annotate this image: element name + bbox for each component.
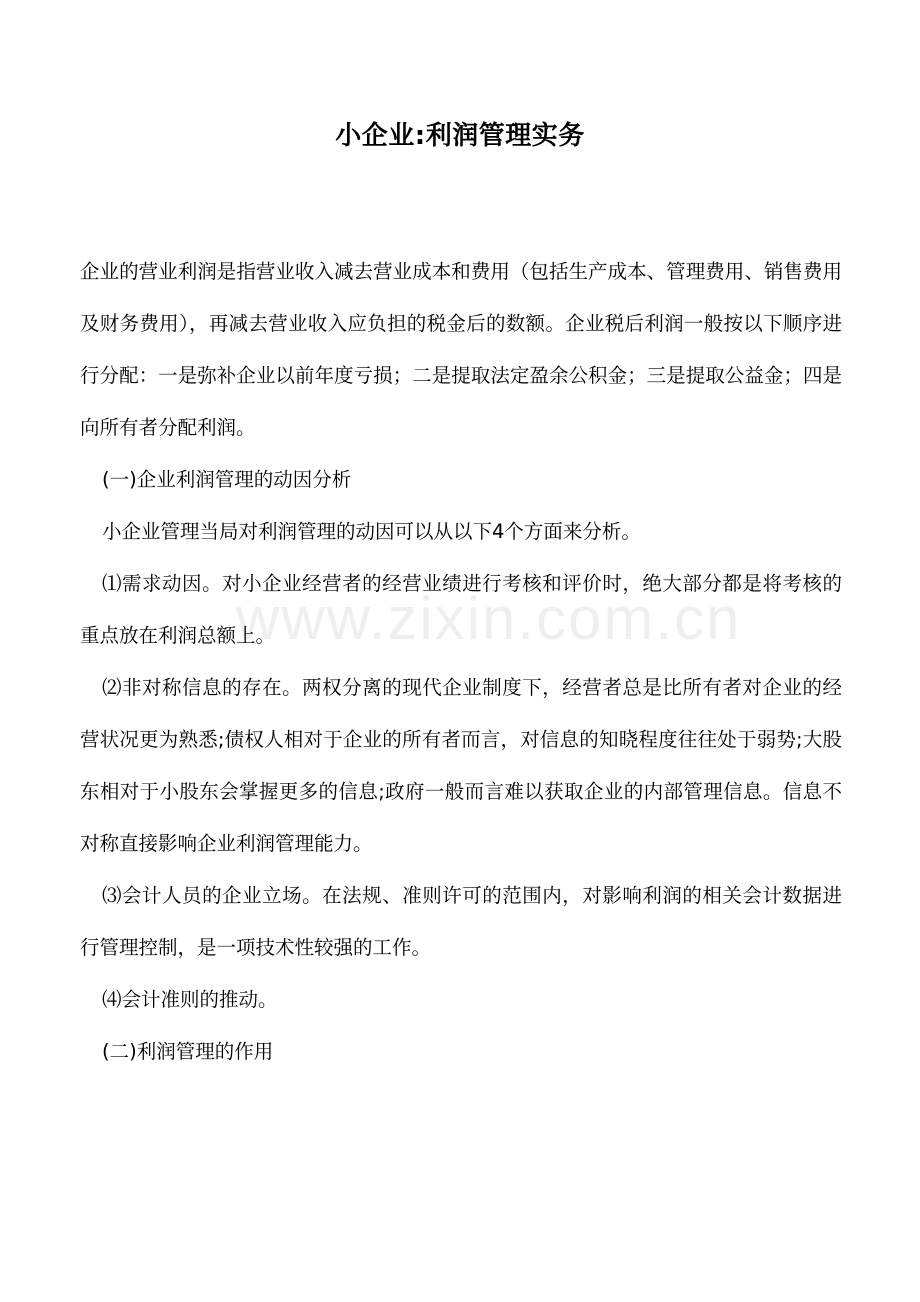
paragraph-motive-1: ⑴需求动因。对小企业经营者的经营业绩进行考核和评价时，绝大部分都是将考核的重点放在利润总额上。 — [80, 572, 842, 647]
section-heading-1: (一)企业利润管理的动因分析 — [102, 468, 352, 491]
watermark-text: www.zixin.com.cn — [236, 585, 742, 652]
paragraph-motive-2: ⑵非对称信息的存在。两权分离的现代企业制度下，经营者总是比所有者对企业的经营状况更为熟悉;债权人相对于企业的所有者而言，对信息的知晓程度往往处于弱势;大股东相对于小股东会掌握更多的信息;政府一般而言难以获取企业的内部管理信息。信息不对称直接影响企业利润管理能力。 — [80, 676, 842, 855]
paragraph-motive-4: ⑷会计准则的推动。 — [102, 988, 278, 1011]
paragraph-motive-3: ⑶会计人员的企业立场。在法规、准则许可的范围内，对影响利润的相关会计数据进行管理控制，是一项技术性较强的工作。 — [80, 884, 842, 959]
section-heading-2: (二)利润管理的作用 — [102, 1040, 274, 1063]
paragraph-intro: 企业的营业利润是指营业收入减去营业成本和费用（包括生产成本、管理费用、销售费用及财务费用），再减去营业收入应负担的税金后的数额。企业税后利润一般按以下顺序进行分配：一是弥补企业以前年度亏损；二是提取法定盈余公积金；三是提取公益金；四是向所有者分配利润。 — [80, 260, 842, 439]
document-body — [80, 246, 842, 1078]
paragraph-motive-intro: 小企业管理当局对利润管理的动因可以从以下4个方面来分析。 — [102, 520, 641, 543]
document-title: 小企业:利润管理实务 — [335, 121, 585, 151]
